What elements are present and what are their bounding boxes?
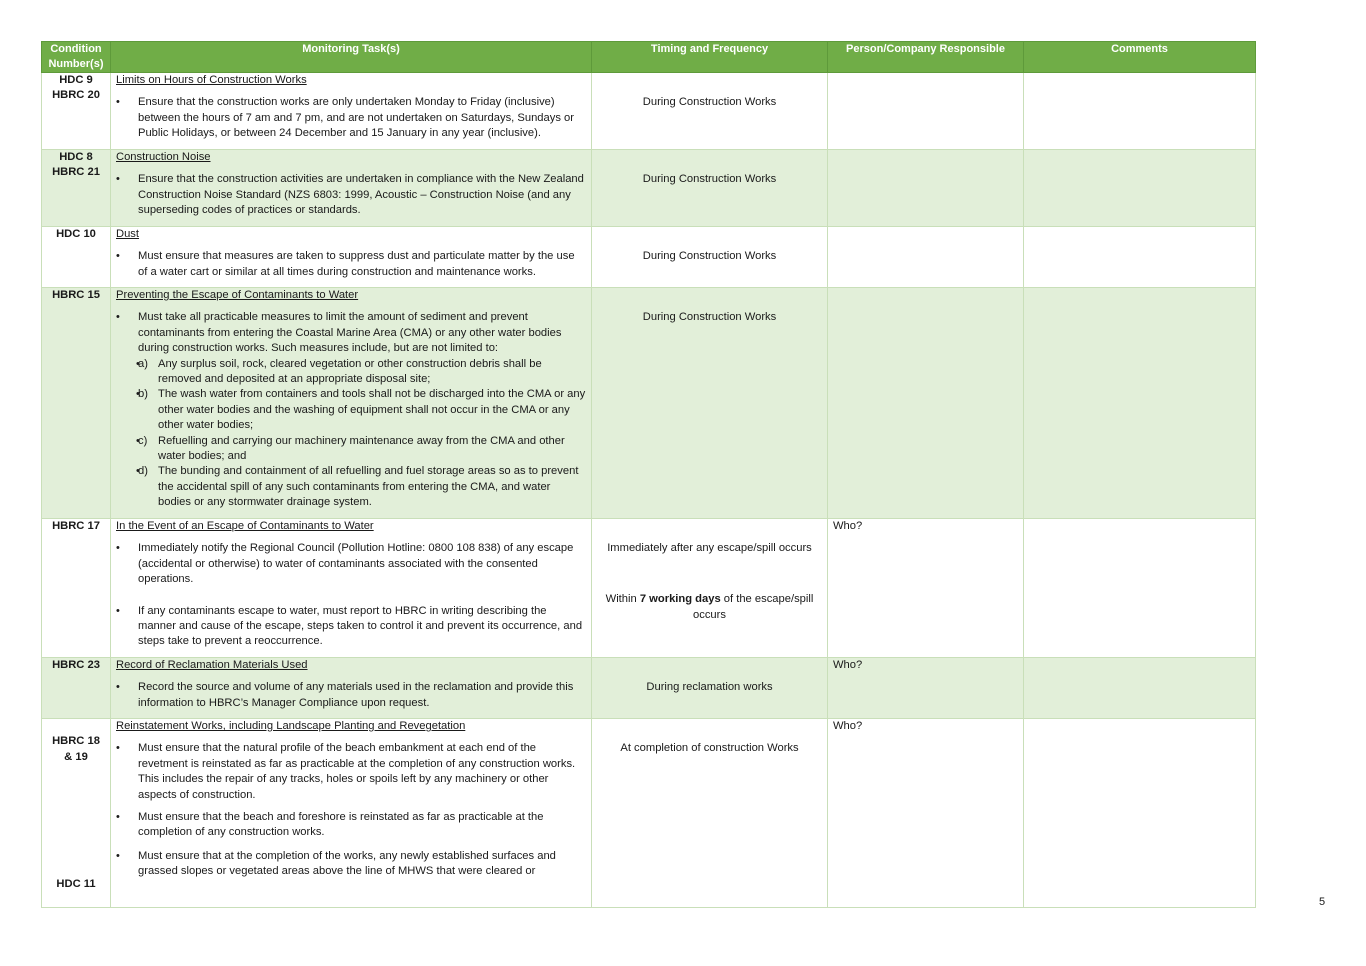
sub-item bbox=[138, 357, 586, 388]
condition-cell bbox=[42, 719, 111, 908]
person-cell bbox=[828, 288, 1024, 519]
task-title: Reinstatement Works, including Landscape Planting and Revegetation bbox=[116, 720, 466, 732]
sub-item-text: The bunding and containment of all refuelling and fuel storage areas so as to prevent the accidental spill of any such contaminants from entering the CMA, and water bodies or any stormwater drainage system. bbox=[158, 465, 579, 509]
timing-text: During reclamation works bbox=[646, 681, 773, 693]
sub-list bbox=[138, 357, 586, 511]
person-text: Who? bbox=[833, 720, 863, 732]
comments-cell bbox=[1024, 658, 1256, 719]
task-title: Dust bbox=[116, 228, 140, 240]
task-title: Preventing the Escape of Contaminants to Water bbox=[116, 289, 359, 301]
task-bullet bbox=[138, 310, 586, 510]
condition-number-2: HDC 11 bbox=[56, 877, 96, 890]
comments-cell bbox=[1024, 519, 1256, 658]
comments-cell bbox=[1024, 150, 1256, 227]
sub-item-text: Any surplus soil, rock, cleared vegetation or other construction debris shall be removed and deposited at an appropriate disposal site; bbox=[158, 357, 542, 386]
timing-emphasis: 7 working days bbox=[639, 593, 721, 606]
timing-cell bbox=[592, 73, 828, 150]
condition-cell: HDC 10 bbox=[42, 227, 111, 288]
sub-item-mark: • b) bbox=[138, 388, 148, 401]
sub-item-mark: • a) bbox=[138, 357, 148, 370]
timing-text: At completion of construction Works bbox=[620, 742, 799, 754]
task-title: Limits on Hours of Construction Works bbox=[116, 74, 307, 86]
timing-cell bbox=[592, 288, 828, 519]
header-condition: Condition Number(s) bbox=[42, 42, 111, 73]
task-bullet: • If any contaminants escape to water, must report to HBRC in writing describing the manner and cause of the escape, steps taken to control it and prevent its occurrence, and steps take to prevent a reoccurrence. bbox=[138, 604, 586, 650]
timing-suffix: of the escape/spill occurs bbox=[693, 593, 814, 621]
table-header-row bbox=[42, 42, 1256, 73]
sub-item bbox=[138, 387, 586, 433]
person-cell bbox=[828, 73, 1024, 150]
task-title: In the Event of an Escape of Contaminants to Water bbox=[116, 520, 374, 532]
task-bullet: • Must ensure that at the completion of the works, any newly established surfaces and grassed slopes or vegetated areas above the line of MHWS that were cleared or bbox=[138, 849, 586, 880]
person-cell bbox=[828, 150, 1024, 227]
timing-text: Immediately after any escape/spill occurs bbox=[607, 542, 812, 554]
table-row bbox=[42, 227, 1256, 288]
timing-cell bbox=[592, 519, 828, 658]
task-bullet: • Must ensure that the beach and foreshore is reinstated as far as practicable at the completion of any construction works. bbox=[138, 810, 586, 841]
task-bullet: • Must ensure that the natural profile of the beach embankment at each end of the revetment is reinstated as far as practicable at the completion of any construction works. This includes the repair of any tracks, holes or spoils left by any machinery or other aspects of construction. bbox=[138, 741, 586, 803]
task-cell bbox=[111, 73, 592, 150]
page-number: 5 bbox=[1319, 896, 1326, 908]
sub-item bbox=[138, 434, 586, 465]
header-task: Monitoring Task(s) bbox=[111, 42, 592, 73]
task-bullet: • Ensure that the construction works are only undertaken Monday to Friday (inclusive) between the hours of 7 am and 7 pm, and are not undertaken on Saturdays, Sundays or Public Holidays, or between 24 December and 15 January in any year (inclusive). bbox=[138, 95, 586, 141]
timing-text: During Construction Works bbox=[642, 250, 777, 262]
person-text: Who? bbox=[833, 520, 863, 532]
timing-cell bbox=[592, 150, 828, 227]
sub-item bbox=[138, 464, 586, 510]
task-cell bbox=[111, 519, 592, 658]
task-bullet: • Ensure that the construction activities are undertaken in compliance with the New Zealand Construction Noise Standard (NZS 6803: 1999, Acoustic – Construction Noise (and any superseding codes of practices or standards. bbox=[138, 172, 586, 218]
person-cell bbox=[828, 519, 1024, 658]
table-row bbox=[42, 150, 1256, 227]
condition-cell: HBRC 23 bbox=[42, 658, 111, 719]
comments-cell bbox=[1024, 288, 1256, 519]
table-row bbox=[42, 719, 1256, 908]
task-bullet: • Immediately notify the Regional Council (Pollution Hotline: 0800 108 838) of any escape (accidental or otherwise) to water of contaminants associated with the consented operations. bbox=[138, 541, 586, 587]
header-person: Person/Company Responsible bbox=[828, 42, 1024, 73]
comments-cell bbox=[1024, 719, 1256, 908]
timing-text: During Construction Works bbox=[642, 173, 777, 185]
sub-item-text: Refuelling and carrying our machinery maintenance away from the CMA and other water bodies; and bbox=[158, 434, 565, 463]
timing-text-2 bbox=[597, 592, 822, 623]
person-cell bbox=[828, 719, 1024, 908]
table-row bbox=[42, 658, 1256, 719]
timing-text: During Construction Works bbox=[642, 96, 777, 108]
condition-cell: HBRC 17 bbox=[42, 519, 111, 658]
timing-cell bbox=[592, 719, 828, 908]
person-cell bbox=[828, 658, 1024, 719]
header-comments: Comments bbox=[1024, 42, 1256, 73]
timing-cell bbox=[592, 658, 828, 719]
person-cell bbox=[828, 227, 1024, 288]
timing-prefix: Within bbox=[605, 593, 640, 606]
condition-cell: HDC 8 HBRC 21 bbox=[42, 150, 111, 227]
task-title: Construction Noise bbox=[116, 151, 211, 163]
monitoring-table bbox=[41, 41, 1256, 908]
table-row bbox=[42, 73, 1256, 150]
task-bullet: • Record the source and volume of any materials used in the reclamation and provide this information to HBRC’s Manager Compliance upon request. bbox=[138, 680, 586, 711]
sub-item-mark: • c) bbox=[138, 434, 148, 447]
task-bullet: • Must ensure that measures are taken to suppress dust and particulate matter by the use of a water cart or similar at all times during construction and maintenance works. bbox=[138, 249, 586, 280]
condition-cell: HDC 9 HBRC 20 bbox=[42, 73, 111, 150]
task-title: Record of Reclamation Materials Used bbox=[116, 659, 308, 671]
task-bullet-text: Must take all practicable measures to limit the amount of sediment and prevent contaminants from entering the Coastal Marine Area (CMA) or any other water bodies during construction works. Such measures include, but are not limited to: bbox=[138, 311, 562, 355]
task-cell bbox=[111, 658, 592, 719]
condition-number: HBRC 18 & 19 bbox=[52, 735, 100, 763]
sub-item-mark: • d) bbox=[138, 465, 148, 478]
sub-item-text: The wash water from containers and tools shall not be discharged into the CMA or any other water bodies and the washing of equipment shall not occur in the CMA or any other water bodies; bbox=[158, 388, 586, 432]
task-cell bbox=[111, 227, 592, 288]
comments-cell bbox=[1024, 227, 1256, 288]
task-cell bbox=[111, 150, 592, 227]
person-text: Who? bbox=[833, 659, 863, 671]
header-timing: Timing and Frequency bbox=[592, 42, 828, 73]
timing-cell bbox=[592, 227, 828, 288]
table-row bbox=[42, 288, 1256, 519]
task-cell bbox=[111, 288, 592, 519]
timing-text: During Construction Works bbox=[642, 311, 777, 323]
comments-cell bbox=[1024, 73, 1256, 150]
table-row bbox=[42, 519, 1256, 658]
task-cell bbox=[111, 719, 592, 908]
condition-cell: HBRC 15 bbox=[42, 288, 111, 519]
